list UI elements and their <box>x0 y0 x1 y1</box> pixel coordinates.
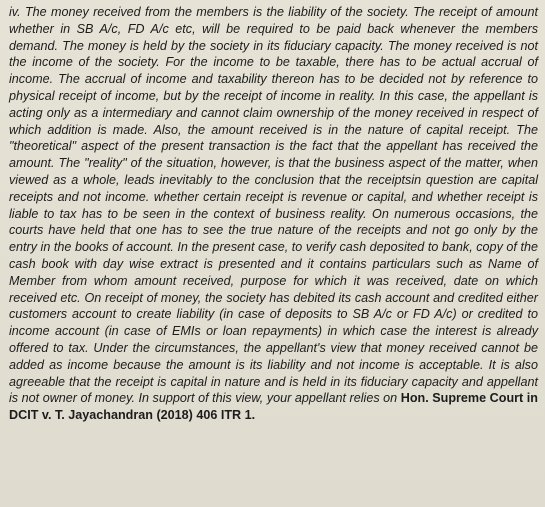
paragraph-text: iv. The money received from the members is the liability of the society. The receipt of amount whether in SB A/c, FD A/c etc, will be required to be paid back whenever the members demand. The money is held by the society in its fiduciary capacity. The money received is not the income of the society. For the income to be taxable, there has to be actual accrual of income. The accrual of income and taxability thereon has to be decided not by reference to physical receipt of income, but by the receipt of income in reality. In this case, the appellant is acting only as a intermediary and cannot claim ownership of the money received in respect of which addition is made. Also, the amount received is in the nature of capital receipt. The "theoretical" aspect of the present transaction is the fact that the appellant has received the amount. The "reality" of the situation, however, is that the business aspect of the matter, when viewed as a whole, leads inevitably to the conclusion that the receiptsin question are capital receipts and not income. whether certain receipt is revenue or capital, and whether receipt is liable to tax has to be seen in the context of business reality. On numerous occasions, the courts have held that one has to see the true nature of the receipts and not go only by the entry in the books of account. In the present case, to verify cash deposited to bank, copy of the cash book with day wise extract is presented and it contains particulars such as Name of Member from whom amount received, purpose for which it was received, date on which received etc. On receipt of money, the society has debited its cash account and credited either customers account to create liability (in case of deposits to SB A/c or FD A/c) or credited to income account (in case of EMIs or loan repayments) in which case the interest is already offered to tax. Under the circumstances, the appellant's view that money received cannot be added as income because the amount is its liability and not income is acceptable. It is also agreeable that the receipt is capital in nature and is held in its fiduciary capacity and appellant is not owner of money. In support of this view, your appellant relies on <box>9 5 538 406</box>
body-paragraph <box>9 4 538 424</box>
case-citation: Hon. Supreme Court in DCIT v. T. Jayachandran (2018) 406 ITR 1. <box>9 391 538 423</box>
